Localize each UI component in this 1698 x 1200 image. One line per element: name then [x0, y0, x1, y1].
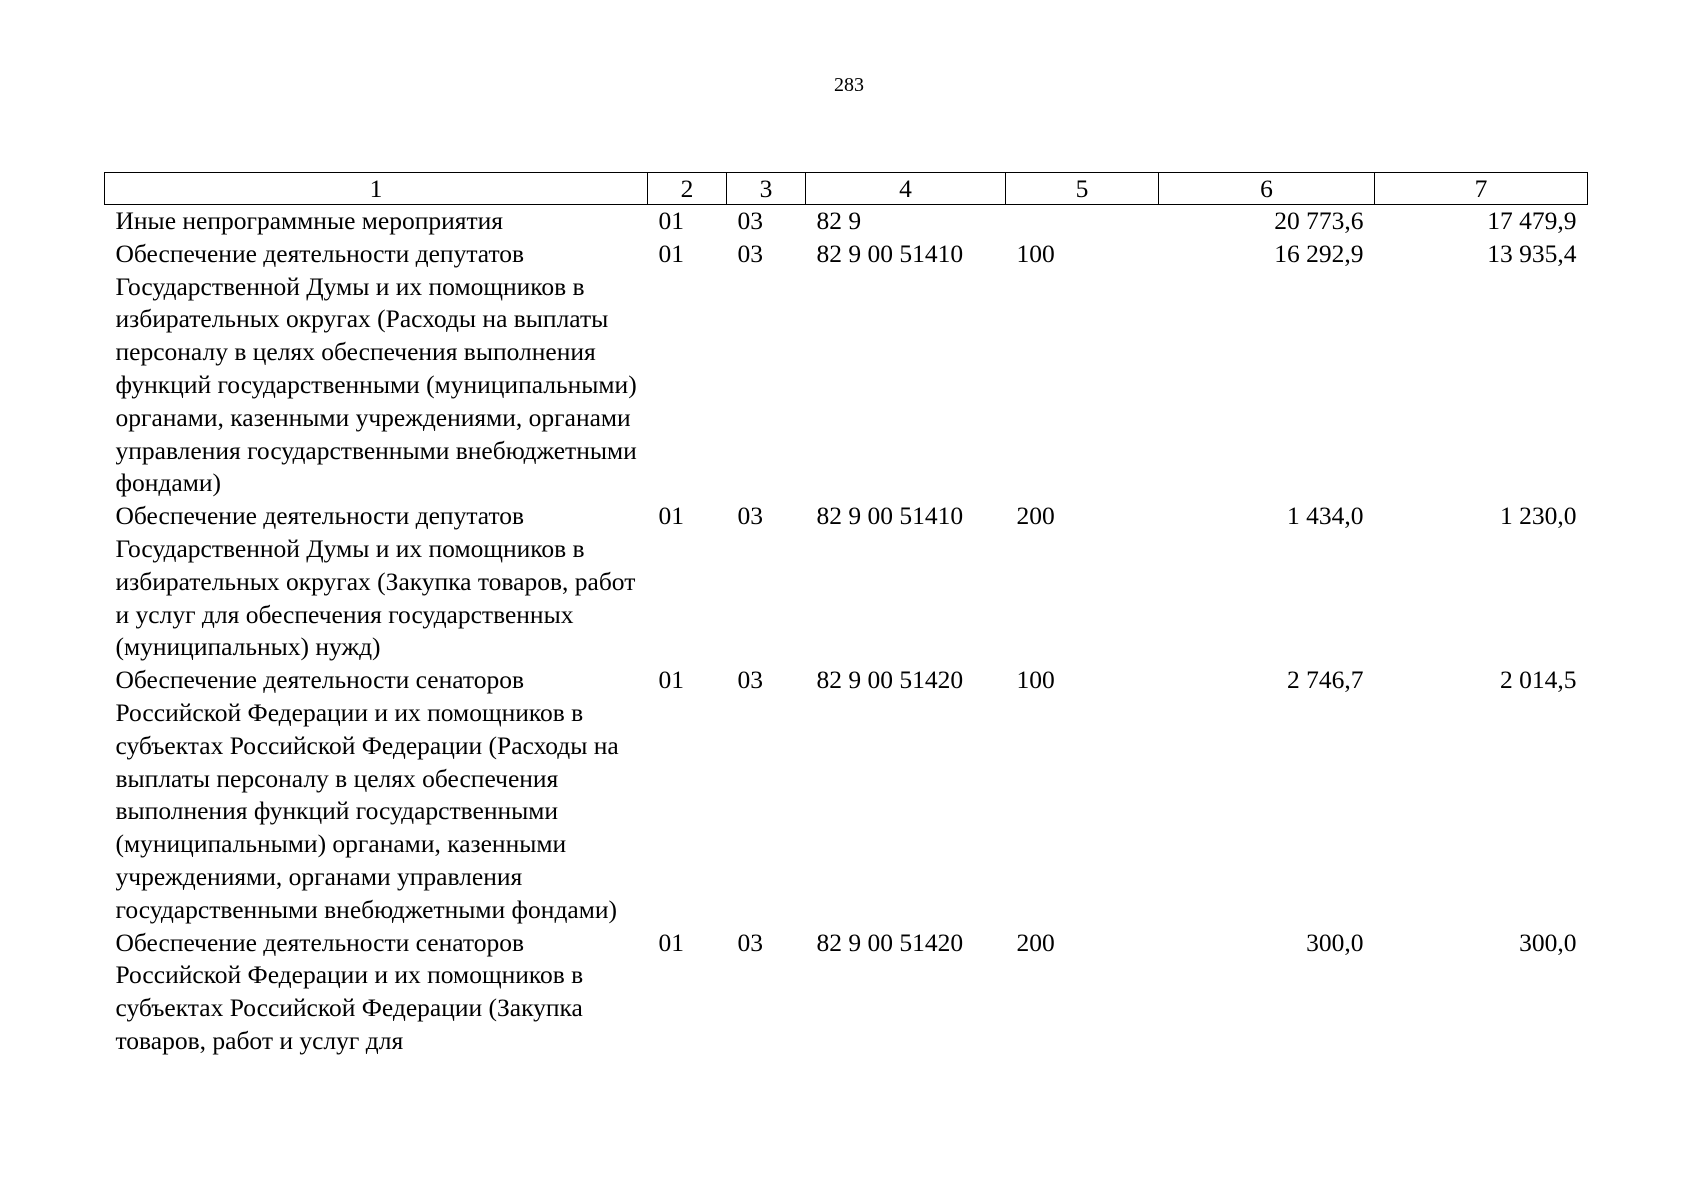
expense-name: Иные непрограммные мероприятия [115, 206, 504, 235]
section-code: 01 [658, 927, 684, 957]
expense-name: Обеспечение деятельности депутатов Государственной Думы и их помощников в избирательных округах (Закупка товаров, работ и услуг для обеспечения государственных (муниципальных) нужд) [115, 501, 636, 662]
amount-col-6: 16 292,9 [1274, 238, 1364, 268]
expense-name: Обеспечение деятельности сенаторов Российской Федерации и их помощников в субъектах Российской Федерации (Закупка товаров, работ и услуг для [115, 927, 584, 1055]
table-header [105, 173, 1588, 205]
table-row [105, 927, 1588, 1058]
table-row [105, 664, 1588, 926]
amount-col-7: 13 935,4 [1487, 238, 1577, 268]
target-article-code: 82 9 00 51420 [816, 665, 964, 695]
expense-name: Обеспечение деятельности сенаторов Российской Федерации и их помощников в субъектах Российской Федерации (Расходы на выплаты персоналу в целях обеспечения выполнения функций государственными (муниципальными) органами, казенными учреждениями, органами управления государственными внебюджетными фондами) [115, 665, 619, 924]
column-header: 1 [105, 173, 648, 205]
section-code: 01 [658, 238, 684, 268]
expense-type-code: 100 [1016, 238, 1055, 268]
expense-type-code: 100 [1016, 665, 1055, 695]
section-code: 01 [658, 501, 684, 531]
target-article-code: 82 9 [816, 206, 862, 235]
table-row [105, 500, 1588, 664]
column-header: 5 [1006, 173, 1159, 205]
expense-type-code [1006, 205, 1159, 238]
header-row [105, 173, 1588, 205]
expense-type-code: 200 [1016, 501, 1055, 531]
subsection-code: 03 [737, 238, 763, 268]
subsection-code: 03 [737, 927, 763, 957]
amount-col-7: 2 014,5 [1500, 665, 1577, 695]
budget-table [104, 172, 1588, 1058]
table-row [105, 205, 1588, 238]
column-header: 2 [648, 173, 727, 205]
column-header: 4 [806, 173, 1006, 205]
subsection-code: 03 [737, 665, 763, 695]
amount-col-7: 17 479,9 [1487, 206, 1577, 235]
column-header: 3 [727, 173, 806, 205]
target-article-code: 82 9 00 51420 [816, 927, 964, 957]
amount-col-6: 20 773,6 [1274, 206, 1364, 235]
subsection-code: 03 [737, 206, 763, 235]
table-body [105, 205, 1588, 1058]
amount-col-7: 300,0 [1519, 927, 1577, 957]
expense-name: Обеспечение деятельности депутатов Государственной Думы и их помощников в избирательных округах (Расходы на выплаты персоналу в целях обеспечения выполнения функций государственными (муниципальными) органами, казенными учреждениями, органами управления государственными внебюджетными фондами) [115, 238, 637, 498]
amount-col-6: 1 434,0 [1287, 501, 1364, 531]
subsection-code: 03 [737, 501, 763, 531]
target-article-code: 82 9 00 51410 [816, 501, 964, 531]
amount-col-6: 2 746,7 [1287, 665, 1364, 695]
section-code: 01 [658, 206, 684, 235]
expense-type-code: 200 [1016, 927, 1055, 957]
section-code: 01 [658, 665, 684, 695]
table-row [105, 238, 1588, 500]
amount-col-6: 300,0 [1306, 927, 1364, 957]
target-article-code: 82 9 00 51410 [816, 238, 964, 268]
amount-col-7: 1 230,0 [1500, 501, 1577, 531]
column-header: 7 [1375, 173, 1588, 205]
column-header: 6 [1159, 173, 1375, 205]
page-number: 283 [834, 74, 864, 96]
